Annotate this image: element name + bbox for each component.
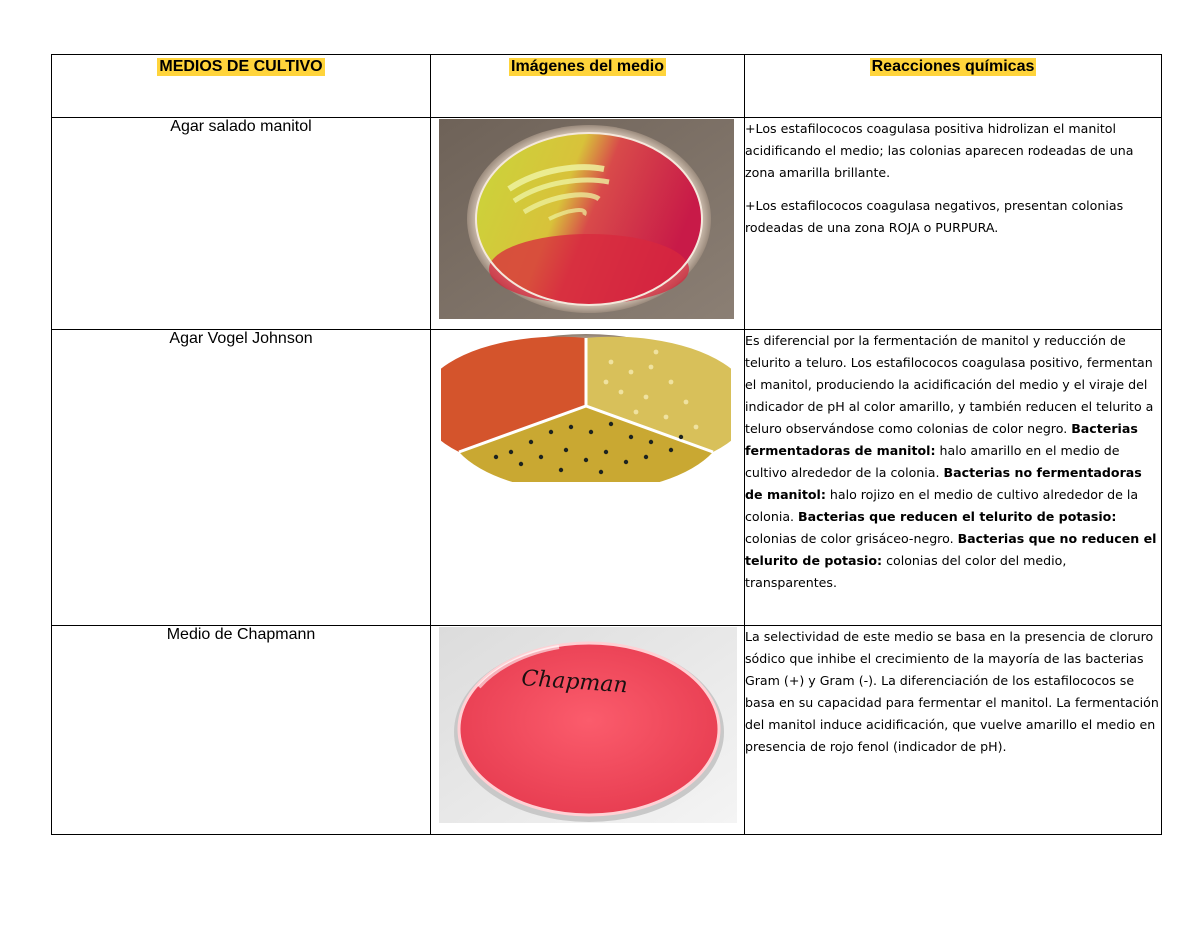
header-medios: MEDIOS DE CULTIVO	[159, 58, 323, 75]
image-cell	[431, 118, 745, 330]
reaction-text: La selectividad de este medio se basa en la presencia de cloruro sódico que inhibe el crecimiento de la mayoría de las bacterias Gram (+) y Gram (-). La diferenciación de los estafilococos se basa en su capacidad para fermentar el manitol. La fermentación del manitol induce acidificación, que vuelve amarillo el medio en presencia de rojo fenol (indicador de pH).	[745, 629, 1159, 754]
reaction-cell	[745, 626, 1162, 835]
reaction-cell	[745, 330, 1162, 626]
chapman-agar-photo	[439, 627, 737, 823]
header-cell-medios	[52, 55, 431, 118]
table-row	[52, 626, 1162, 835]
image-cell	[431, 330, 745, 626]
medium-name: Agar Vogel Johnson	[52, 330, 431, 626]
header-imagenes: Imágenes del medio	[511, 58, 664, 75]
table-row	[52, 118, 1162, 330]
plate-label: Chapman	[520, 666, 629, 699]
image-cell	[431, 626, 745, 835]
table-row	[52, 330, 1162, 626]
reaction-cell	[745, 118, 1162, 330]
vogel-johnson-agar-photo	[441, 332, 731, 482]
header-row	[52, 55, 1162, 118]
header-cell-reacciones	[745, 55, 1162, 118]
reaction-text: Es diferencial por la fermentación de manitol y reducción de telurito a teluro. Los estafilococos coagulasa positivo, fermentan el manitol, produciendo la acidificación del medio y el viraje del indicador de pH al color amarillo, y también reducen el telurito a teluro observándose como colonias de color negro. Bacterias fermentadoras de manitol: halo amarillo en el medio de cultivo alrededor de la colonia. Bacterias no fermentadoras de manitol: halo rojizo en el medio de cultivo alrededor de la colonia. Bacterias que reducen el telurito de potasio: colonias de color grisáceo-negro. Bacterias que no reducen el telurito de potasio: colonias del color del medio, transparentes.	[745, 333, 1157, 590]
header-reacciones: Reacciones químicas	[871, 58, 1035, 75]
culture-media-table	[51, 54, 1162, 835]
medium-name: Medio de Chapmann	[52, 626, 431, 835]
medium-name: Agar salado manitol	[52, 118, 431, 330]
reaction-text: +Los estafilococos coagulasa negativos, presentan colonias rodeadas de una zona ROJA o PURPURA.	[745, 198, 1124, 235]
mannitol-salt-agar-photo	[439, 119, 734, 319]
header-cell-imagenes	[431, 55, 745, 118]
reaction-text: +Los estafilococos coagulasa positiva hidrolizan el manitol acidificando el medio; las colonias aparecen rodeadas de una zona amarilla brillante.	[745, 121, 1134, 180]
